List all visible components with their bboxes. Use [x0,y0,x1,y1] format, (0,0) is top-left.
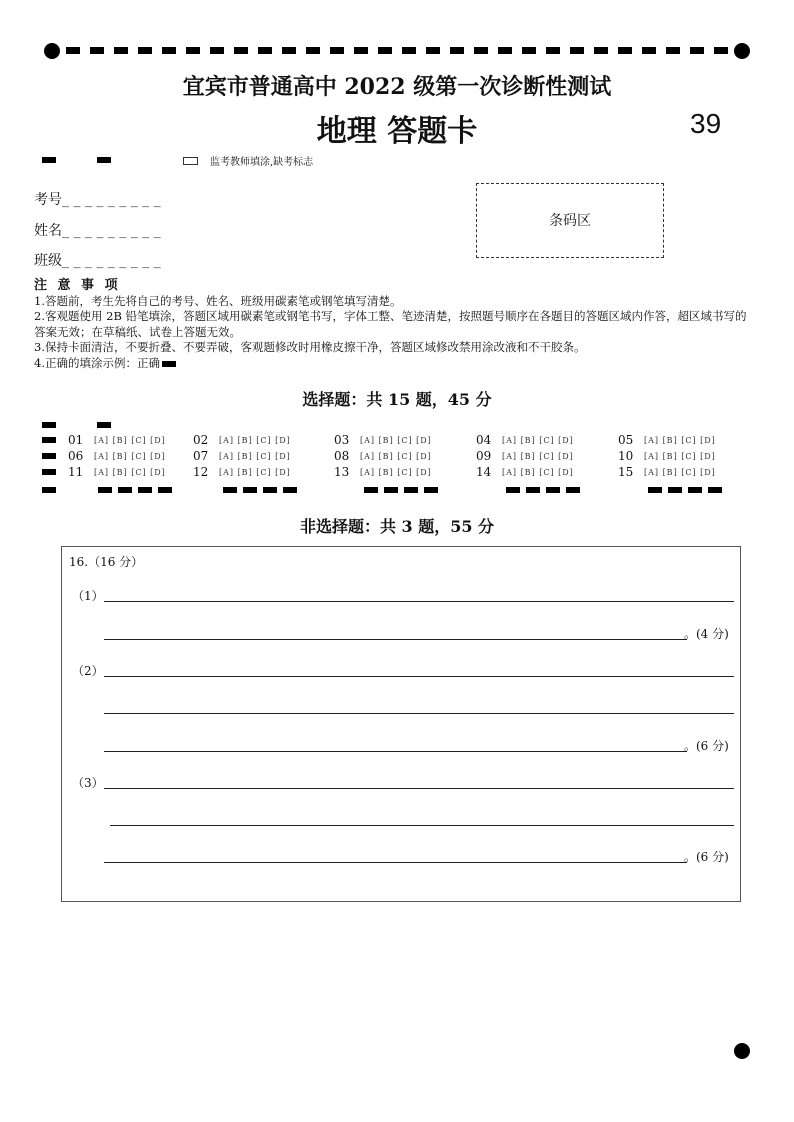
border-dash [186,47,200,54]
locator-mark [546,487,560,493]
nonchoice-section-title: 非选择题：共 3 题，55 分 [299,517,495,536]
locator-mark [42,437,56,443]
question-number: 08 [334,449,350,463]
note-item: 3.保持卡面清洁，不要折叠、不要弄破，客观题修改时用橡皮擦干净，答题区域修改禁用涂改液和不干胶条。 [34,340,586,354]
answer-options[interactable]: [A] [B] [C] [D] [94,468,166,477]
part-3-score: 。(6 分) [684,850,729,864]
border-dash [138,47,152,54]
notes [34,278,754,371]
locator-mark [42,469,56,475]
border-dash [378,47,392,54]
question-number: 15 [618,465,634,479]
corner-dot-top-right [734,43,750,59]
note-item: 1.答题前，考生先将自己的考号、姓名、班级用碳素笔或钢笔填写清楚。 [34,293,402,308]
answer-options[interactable]: [A] [B] [C] [D] [502,468,574,477]
notes-heading: 注 意 事 项 [34,278,121,293]
border-dash [714,47,728,54]
border-dash [210,47,224,54]
choice-section-title: 选择题：共 15 题，45 分 [302,390,492,409]
barcode-area: 条码区 [476,183,664,258]
answer-options[interactable]: [A] [B] [C] [D] [219,436,291,445]
locator-mark [404,487,418,493]
border-dash [642,47,656,54]
question-16-label: 16.（16 分） [69,555,144,569]
question-number: 10 [618,449,634,463]
corner-dot-top-left [44,43,60,59]
locator-mark [243,487,257,493]
locator-mark [158,487,172,493]
locator-mark [283,487,297,493]
border-dash [402,47,416,54]
locator-mark [138,487,152,493]
locator-mark [566,487,580,493]
answer-options[interactable]: [A] [B] [C] [D] [644,436,716,445]
field-class[interactable]: 班级_ _ _ _ _ _ _ _ _ [34,253,161,269]
border-dash [474,47,488,54]
answer-options[interactable]: [A] [B] [C] [D] [502,452,574,461]
answer-line[interactable] [104,788,734,789]
locator-mark [118,487,132,493]
field-exam-number[interactable]: 考号_ _ _ _ _ _ _ _ _ [34,192,161,208]
border-dash [114,47,128,54]
border-dash [90,47,104,54]
border-dash [450,47,464,54]
locator-mark [97,422,111,428]
question-number: 14 [476,465,492,479]
field-name[interactable]: 姓名_ _ _ _ _ _ _ _ _ [34,223,161,239]
answer-options[interactable]: [A] [B] [C] [D] [360,452,432,461]
locator-mark [42,157,56,163]
locator-mark [98,487,112,493]
page-title: 宜宾市普通高中 2022 级第一次诊断性测试 [182,74,612,100]
answer-options[interactable]: [A] [B] [C] [D] [502,436,574,445]
answer-options[interactable]: [A] [B] [C] [D] [219,452,291,461]
border-dash [594,47,608,54]
question-number: 05 [618,433,634,447]
part-3-label: （3） [72,776,104,790]
question-number: 09 [476,449,492,463]
page-number: 39 [690,108,722,139]
note-item: 2.客观题使用 2B 铅笔填涂，答题区域用碳素笔或钢笔书写，字体工整、笔迹清楚，按照题号顺序在各题目的答题区域内作答，超区域书写的答案无效；在草稿纸、试卷上答题无效。 [34,309,747,339]
part-2-label: （2） [72,664,104,678]
question-number: 06 [68,449,84,463]
locator-mark [708,487,722,493]
locator-mark [364,487,378,493]
absent-label: 监考教师填涂,缺考标志 [210,157,314,168]
locator-mark [668,487,682,493]
locator-mark [97,157,111,163]
question-number: 13 [334,465,350,479]
locator-mark [526,487,540,493]
answer-options[interactable]: [A] [B] [C] [D] [360,436,432,445]
part-1-label: （1） [72,589,104,603]
question-number: 03 [334,433,350,447]
answer-options[interactable]: [A] [B] [C] [D] [94,452,166,461]
answer-line[interactable] [104,713,734,714]
locator-mark [42,422,56,428]
note-item: 4.正确的填涂示例：正确 [34,356,754,372]
locator-mark [424,487,438,493]
answer-options[interactable]: [A] [B] [C] [D] [360,468,432,477]
border-dash [306,47,320,54]
locator-mark [688,487,702,493]
border-dash [690,47,704,54]
locator-mark [648,487,662,493]
question-number: 04 [476,433,492,447]
border-dash [618,47,632,54]
answer-line[interactable] [104,751,687,752]
border-dash [666,47,680,54]
question-number: 11 [68,465,84,479]
answer-options[interactable]: [A] [B] [C] [D] [219,468,291,477]
border-dash [66,47,80,54]
answer-line[interactable] [104,676,734,677]
locator-mark [263,487,277,493]
question-number: 07 [193,449,209,463]
locator-mark [42,453,56,459]
answer-options[interactable]: [A] [B] [C] [D] [644,468,716,477]
locator-mark [42,487,56,493]
page-subtitle: 地理 答题卡 [316,114,478,149]
answer-options[interactable]: [A] [B] [C] [D] [644,452,716,461]
fill-example-mark [162,361,176,367]
border-dash [426,47,440,54]
answer-line[interactable] [104,639,687,640]
border-dash [282,47,296,54]
border-dash [570,47,584,54]
border-dash [546,47,560,54]
answer-line[interactable] [104,601,734,602]
answer-options[interactable]: [A] [B] [C] [D] [94,436,166,445]
border-dash [162,47,176,54]
question-number: 02 [193,433,209,447]
answer-line[interactable] [110,825,734,826]
part-2-score: 。(6 分) [684,739,729,753]
locator-mark [506,487,520,493]
question-number: 12 [193,465,209,479]
answer-line[interactable] [104,862,687,863]
answer-box-16 [61,546,741,902]
question-number: 01 [68,433,84,447]
locator-mark [223,487,237,493]
locator-mark [384,487,398,493]
border-dash [354,47,368,54]
border-dash [330,47,344,54]
border-dash [258,47,272,54]
absent-checkbox[interactable] [183,157,198,165]
border-dash [498,47,512,54]
part-1-score: 。(4 分) [684,627,729,641]
border-dash [522,47,536,54]
border-dash [234,47,248,54]
corner-dot-bottom-right [734,1043,750,1059]
